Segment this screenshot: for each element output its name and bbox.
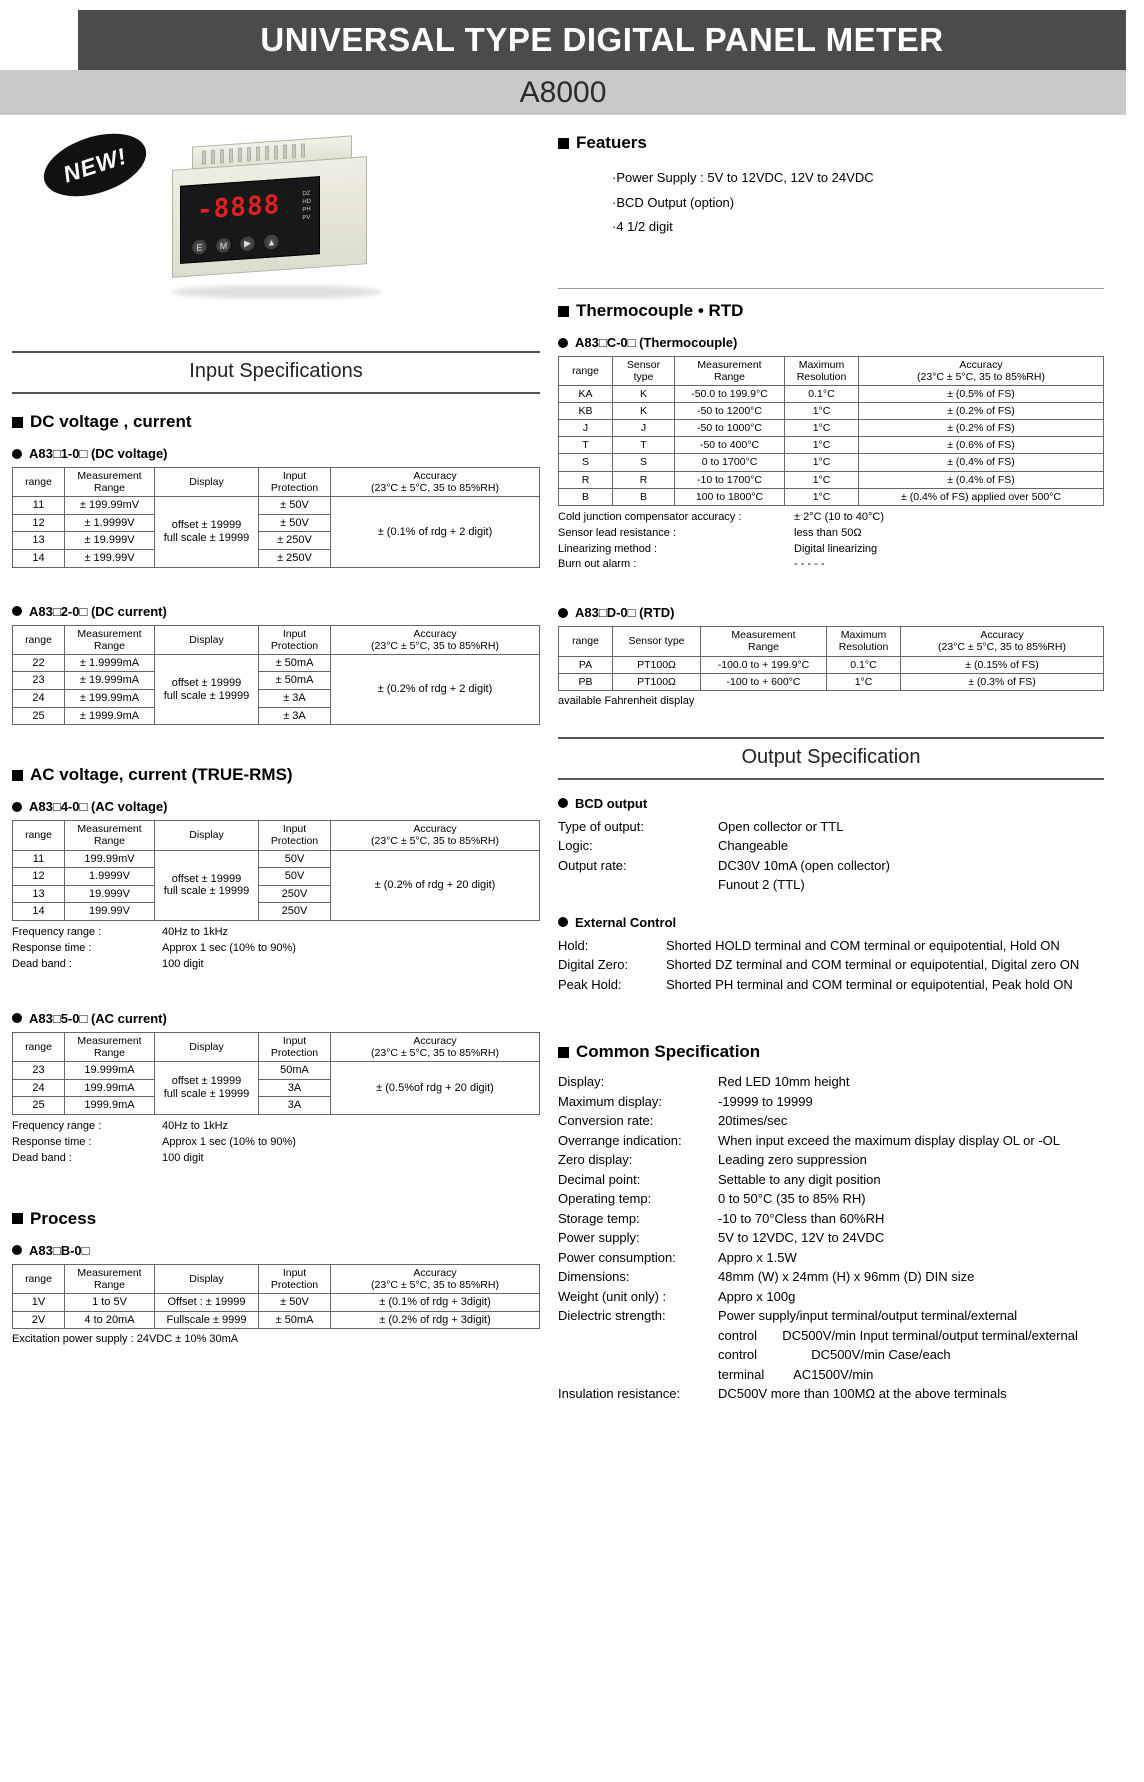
product-photo [172, 135, 387, 285]
table-row: 23 19.999mA offset ± 19999 full scale ± 19999 50mA ± (0.5%of rdg + 20 digit) [13, 1062, 540, 1080]
ac-heading-label: AC voltage, current (TRUE-RMS) [30, 765, 293, 785]
col-range: range [559, 357, 613, 386]
spec-row [558, 856, 1104, 876]
table-row: S S 0 to 1700°C 1°C ± (0.4% of FS) [559, 454, 1104, 471]
note-label: Response time : [12, 942, 92, 954]
note-value: Approx 1 sec (10% to 90%) [162, 942, 296, 954]
col-input-protection: Input Protection [259, 625, 331, 654]
col-display: Display [155, 1264, 259, 1293]
spec-value: 0 to 50°C (35 to 85% RH) [718, 1191, 866, 1207]
table-row: T T -50 to 400°C 1°C ± (0.6% of FS) [559, 437, 1104, 454]
list-item: · 4 1/2 digit [612, 215, 1104, 240]
col-range: range [13, 625, 65, 654]
ac-current-table [12, 1032, 540, 1115]
note-value: less than 50Ω [794, 526, 862, 539]
cell-display: offset ± 19999 full scale ± 19999 [155, 497, 259, 568]
spec-key: Decimal point: [558, 1171, 641, 1187]
spec-key: Maximum display: [558, 1093, 663, 1109]
meter-shadow [172, 285, 382, 299]
note-value: 40Hz to 1kHz [162, 926, 229, 939]
spec-key: Dimensions: [558, 1269, 630, 1285]
thermocouple-heading [558, 301, 1104, 321]
table-row: 2V 4 to 20mA Fullscale ± 9999 ± 50mA ± (0.2% of rdg + 3digit) [13, 1311, 540, 1329]
spec-value: Power supply/input terminal/output terminal/external control DC500V/min Input terminal/output terminal/external control DC500V/min Case/each terminal AC1500V/min [718, 1308, 1078, 1382]
dc-voltage-subheading [12, 446, 540, 461]
meter-button-e: E [191, 238, 208, 256]
spec-value: Open collector or TTL [718, 818, 844, 834]
spec-row [558, 1170, 1104, 1190]
process-sub-label: A83□B-0□ [29, 1242, 90, 1258]
cell-display: offset ± 19999 full scale ± 19999 [155, 1062, 259, 1115]
note-value: 40Hz to 1kHz [162, 1119, 229, 1132]
tc-subheading [558, 335, 1104, 350]
spec-row [558, 817, 1104, 837]
divider [558, 288, 1104, 289]
bcd-output-heading-label: BCD output [575, 795, 648, 811]
cell-display: offset ± 19999 full scale ± 19999 [155, 654, 259, 725]
dc-heading [12, 412, 540, 432]
features-heading-label: Featuers [576, 133, 647, 152]
spec-key [558, 875, 718, 895]
model-header-bar [0, 70, 1126, 115]
col-measurement-range: Measurement Range [701, 627, 827, 656]
meter-digits: -8888 [197, 189, 281, 226]
table-row: R R -10 to 1700°C 1°C ± (0.4% of FS) [559, 471, 1104, 488]
spec-row [558, 1306, 1104, 1384]
cell-display: offset ± 19999 full scale ± 19999 [155, 850, 259, 921]
table-header-row [13, 625, 540, 654]
table-row: 24 ± 199.99mA ± 3A [13, 690, 540, 708]
spec-value: 20times/sec [718, 1113, 788, 1129]
cell-accuracy: ± (0.1% of rdg + 2 digit) [331, 497, 540, 568]
table-header-row [13, 1264, 540, 1293]
meter-display-face [180, 176, 320, 264]
note-value: 100 digit [162, 1151, 204, 1164]
spec-value: 48mm (W) x 24mm (H) x 96mm (D) DIN size [718, 1269, 975, 1285]
table-header-row [13, 821, 540, 850]
col-range: range [13, 1264, 65, 1293]
col-measurement-range: Measurement Range [65, 468, 155, 497]
table-row: 13 ± 19.999V ± 250V [13, 532, 540, 550]
thermocouple-table [558, 356, 1104, 506]
spec-value: Red LED 10mm height [718, 1074, 850, 1090]
spec-key: Weight (unit only) : [558, 1288, 667, 1304]
col-display: Display [155, 821, 259, 850]
common-specification-list [558, 1072, 1104, 1404]
dc-current-subheading [12, 604, 540, 619]
output-specification-title: Output Specification [558, 737, 1104, 780]
spec-row [558, 1092, 1104, 1112]
process-heading [12, 1209, 540, 1229]
note-row [12, 925, 540, 941]
col-input-protection: Input Protection [259, 468, 331, 497]
col-accuracy: Accuracy (23°C ± 5°C, 35 to 85%RH) [901, 627, 1104, 656]
col-accuracy: Accuracy (23°C ± 5°C, 35 to 85%RH) [331, 821, 540, 850]
spec-row [558, 1267, 1104, 1287]
cell-accuracy: ± (0.2% of rdg + 2 digit) [331, 654, 540, 725]
spec-key: Hold: [558, 937, 589, 953]
col-sensor-type: Sensor type [613, 357, 675, 386]
note-row [12, 941, 540, 957]
meter-button-m: M [215, 236, 232, 254]
table-row: 23 ± 19.999mA ± 50mA [13, 672, 540, 690]
table-row: PA PT100Ω -100.0 to + 199.9°C 0.1°C ± (0.15% of FS) [559, 656, 1104, 673]
spec-key: Output rate: [558, 857, 627, 873]
note-label: Cold junction compensator accuracy : [558, 510, 742, 523]
features-list [572, 166, 1104, 240]
dc-current-sub-label: A83□2-0□ (DC current) [29, 603, 167, 619]
spec-value: DC30V 10mA (open collector) [718, 857, 890, 873]
spec-value: Changeable [718, 838, 789, 854]
col-range: range [13, 1032, 65, 1061]
new-badge-label: NEW! [59, 142, 130, 187]
spec-row [558, 875, 1104, 895]
spec-row [558, 1248, 1104, 1268]
spec-value: Settable to any digit position [718, 1171, 881, 1187]
spec-key: Digital Zero: [558, 957, 629, 973]
spec-row [558, 1111, 1104, 1131]
ac-voltage-table [12, 820, 540, 921]
note-value: 100 digit [162, 957, 204, 970]
note-row [12, 1151, 540, 1167]
note-row [558, 557, 1104, 573]
ac-current-notes [12, 1119, 540, 1167]
note-row [12, 1119, 540, 1135]
spec-row [558, 1209, 1104, 1229]
table-row: B B 100 to 1800°C 1°C ± (0.4% of FS) applied over 500°C [559, 488, 1104, 505]
process-subheading [12, 1243, 540, 1258]
page-header-bar [78, 10, 1126, 70]
cell-accuracy: ± (0.2% of rdg + 20 digit) [331, 850, 540, 921]
ac-current-subheading [12, 1011, 540, 1026]
col-measurement-range: Measurement Range [65, 821, 155, 850]
common-specification-heading [558, 1042, 1104, 1062]
spec-key: Display: [558, 1074, 605, 1090]
process-heading-label: Process [30, 1208, 97, 1228]
spec-row [558, 1072, 1104, 1092]
col-display: Display [155, 468, 259, 497]
spec-key: Power consumption: [558, 1249, 676, 1265]
spec-value: Shorted HOLD terminal and COM terminal or equipotential, Hold ON [666, 937, 1060, 953]
spec-key: Conversion rate: [558, 1113, 654, 1129]
rtd-table [558, 626, 1104, 690]
ac-voltage-subheading [12, 799, 540, 814]
spec-value: DC500V more than 100MΩ at the above terminals [718, 1386, 1007, 1402]
spec-value: Shorted PH terminal and COM terminal or equipotential, Peak hold ON [666, 976, 1073, 992]
tc-sub-label: A83□C-0□ (Thermocouple) [575, 335, 738, 351]
note-label: Linearizing method : [558, 542, 658, 555]
content-columns [0, 115, 1144, 1404]
note-value: Approx 1 sec (10% to 90%) [162, 1135, 296, 1148]
spec-row [558, 1131, 1104, 1151]
note-label: Frequency range : [12, 1119, 102, 1132]
note-row [12, 957, 540, 973]
common-specification-heading-label: Common Specification [576, 1042, 761, 1062]
spec-key: Logic: [558, 838, 593, 854]
table-row: 22 ± 1.9999mA offset ± 19999 full scale ± 19999 ± 50mA ± (0.2% of rdg + 2 digit) [13, 654, 540, 672]
spec-key: Dielectric strength: [558, 1308, 666, 1324]
spec-key: Operating temp: [558, 1191, 652, 1207]
col-accuracy: Accuracy (23°C ± 5°C, 35 to 85%RH) [331, 625, 540, 654]
meter-button-up: ▲ [263, 233, 280, 251]
spec-row [558, 1189, 1104, 1209]
dc-voltage-table [12, 467, 540, 568]
right-column [558, 115, 1104, 1404]
col-accuracy: Accuracy (23°C ± 5°C, 35 to 85%RH) [331, 1032, 540, 1061]
spec-key: Power supply: [558, 1230, 640, 1246]
rtd-note: available Fahrenheit display [558, 694, 695, 707]
col-display: Display [155, 1032, 259, 1061]
table-row: KA K -50.0 to 199.9°C 0.1°C ± (0.5% of FS) [559, 386, 1104, 403]
tc-notes [558, 510, 1104, 574]
rtd-subheading [558, 605, 1104, 620]
table-row: 25 1999.9mA 3A [13, 1097, 540, 1115]
external-control-list [558, 936, 1104, 995]
spec-key: Type of output: [558, 818, 645, 834]
spec-value: 5V to 12VDC, 12V to 24VDC [718, 1230, 885, 1246]
col-accuracy: Accuracy (23°C ± 5°C, 35 to 85%RH) [859, 357, 1104, 386]
table-row: 13 19.999V 250V [13, 885, 540, 903]
ac-current-sub-label: A83□5-0□ (AC current) [29, 1010, 167, 1026]
spec-key: Peak Hold: [558, 976, 622, 992]
dc-heading-label: DC voltage , current [30, 412, 192, 431]
col-input-protection: Input Protection [259, 1264, 331, 1293]
external-control-heading [558, 915, 1104, 930]
meter-button-row [191, 233, 280, 256]
external-control-heading-label: External Control [575, 914, 677, 930]
table-row: 24 199.99mA 3A [13, 1079, 540, 1097]
table-row: J J -50 to 1000°C 1°C ± (0.2% of FS) [559, 420, 1104, 437]
note-row [558, 510, 1104, 526]
note-label: Dead band : [12, 1151, 72, 1164]
bcd-output-heading [558, 796, 1104, 811]
col-max-resolution: Maximum Resolution [827, 627, 901, 656]
spec-value: -10 to 70°Cless than 60%RH [718, 1210, 885, 1226]
new-badge [36, 122, 154, 208]
table-row: 14 199.99V 250V [13, 903, 540, 921]
spec-value: Funout 2 (TTL) [718, 877, 805, 893]
spec-row [558, 936, 1104, 956]
thermocouple-heading-label: Thermocouple • RTD [576, 301, 744, 321]
col-measurement-range: Measurement Range [675, 357, 785, 386]
spec-row [558, 836, 1104, 856]
note-label: Response time : [12, 1135, 92, 1148]
meter-button-right: ▶ [239, 235, 256, 253]
note-label: Frequency range : [12, 926, 102, 939]
process-note: Excitation power supply : 24VDC ± 10% 30mA [12, 1333, 239, 1346]
spec-key: Zero display: [558, 1152, 633, 1168]
spec-key: Overrange indication: [558, 1132, 682, 1148]
table-row: 12 1.9999V 50V [13, 868, 540, 886]
col-max-resolution: Maximum Resolution [785, 357, 859, 386]
spec-value: Appro x 1.5W [718, 1249, 797, 1265]
spec-row [558, 1228, 1104, 1248]
table-row: KB K -50 to 1200°C 1°C ± (0.2% of FS) [559, 403, 1104, 420]
list-item: · BCD Output (option) [612, 191, 1104, 216]
col-input-protection: Input Protection [259, 821, 331, 850]
left-column [12, 115, 540, 1404]
product-image-area [12, 115, 540, 345]
process-table [12, 1264, 540, 1329]
col-sensor-type: Sensor type [613, 627, 701, 656]
spec-key: Storage temp: [558, 1210, 640, 1226]
spec-row [558, 1287, 1104, 1307]
col-measurement-range: Measurement Range [65, 1032, 155, 1061]
table-row: 25 ± 1999.9mA ± 3A [13, 707, 540, 725]
table-header-row [559, 627, 1104, 656]
dc-voltage-sub-label: A83□1-0□ (DC voltage) [29, 446, 168, 461]
note-label: Sensor lead resistance : [558, 526, 677, 539]
col-measurement-range: Measurement Range [65, 1264, 155, 1293]
table-row: 1V 1 to 5V Offset : ± 19999 ± 50V ± (0.1% of rdg + 3digit) [13, 1293, 540, 1311]
table-header-row [13, 1032, 540, 1061]
ac-heading [12, 765, 540, 785]
cell-accuracy: ± (0.5%of rdg + 20 digit) [331, 1062, 540, 1115]
spec-row [558, 955, 1104, 975]
col-range: range [559, 627, 613, 656]
page-title: UNIVERSAL TYPE DIGITAL PANEL METER [260, 21, 944, 58]
note-label: Burn out alarm : [558, 558, 637, 571]
spec-row [558, 1150, 1104, 1170]
note-row [12, 1135, 540, 1151]
dc-current-table [12, 625, 540, 726]
col-measurement-range: Measurement Range [65, 625, 155, 654]
features-heading [558, 133, 1104, 153]
note-row [558, 526, 1104, 542]
spec-row [558, 975, 1104, 995]
meter-status-leds: DZ HD PH PV [302, 190, 311, 222]
rtd-sub-label: A83□D-0□ (RTD) [575, 605, 675, 621]
model-name: A8000 [519, 75, 607, 109]
table-row: 11 ± 199.99mV offset ± 19999 full scale ± 19999 ± 50V ± (0.1% of rdg + 2 digit) [13, 497, 540, 515]
col-range: range [13, 468, 65, 497]
note-row [558, 542, 1104, 558]
datasheet-page [0, 10, 1144, 1424]
col-display: Display [155, 625, 259, 654]
ac-voltage-notes [12, 925, 540, 973]
spec-row [558, 1384, 1104, 1404]
table-row: 11 199.99mV offset ± 19999 full scale ± 19999 50V ± (0.2% of rdg + 20 digit) [13, 850, 540, 868]
ac-voltage-sub-label: A83□4-0□ (AC voltage) [29, 799, 168, 815]
note-label: Dead band : [12, 957, 72, 970]
col-input-protection: Input Protection [259, 1032, 331, 1061]
table-row: 14 ± 199.99V ± 250V [13, 550, 540, 568]
table-header-row [13, 468, 540, 497]
col-accuracy: Accuracy (23°C ± 5°C, 35 to 85%RH) [331, 468, 540, 497]
bcd-output-list [558, 817, 1104, 895]
col-accuracy: Accuracy (23°C ± 5°C, 35 to 85%RH) [331, 1264, 540, 1293]
spec-value: -19999 to 19999 [718, 1093, 813, 1109]
spec-value: Leading zero suppression [718, 1152, 867, 1168]
note-value: Digital linearizing [794, 542, 878, 555]
table-row: 12 ± 1.9999V ± 50V [13, 514, 540, 532]
spec-value: Shorted DZ terminal and COM terminal or equipotential, Digital zero ON [666, 957, 1080, 973]
note-value: - - - - - [794, 558, 825, 571]
table-header-row [559, 357, 1104, 386]
note-value: ± 2°C (10 to 40°C) [794, 510, 885, 523]
spec-value: Appro x 100g [718, 1288, 796, 1304]
spec-key: Insulation resistance: [558, 1386, 681, 1402]
col-range: range [13, 821, 65, 850]
table-row: PB PT100Ω -100 to + 600°C 1°C ± (0.3% of FS) [559, 673, 1104, 690]
list-item: · Power Supply : 5V to 12VDC, 12V to 24VDC [612, 166, 1104, 191]
spec-value: When input exceed the maximum display display OL or -OL [718, 1132, 1061, 1148]
input-specifications-title: Input Specifications [12, 351, 540, 394]
